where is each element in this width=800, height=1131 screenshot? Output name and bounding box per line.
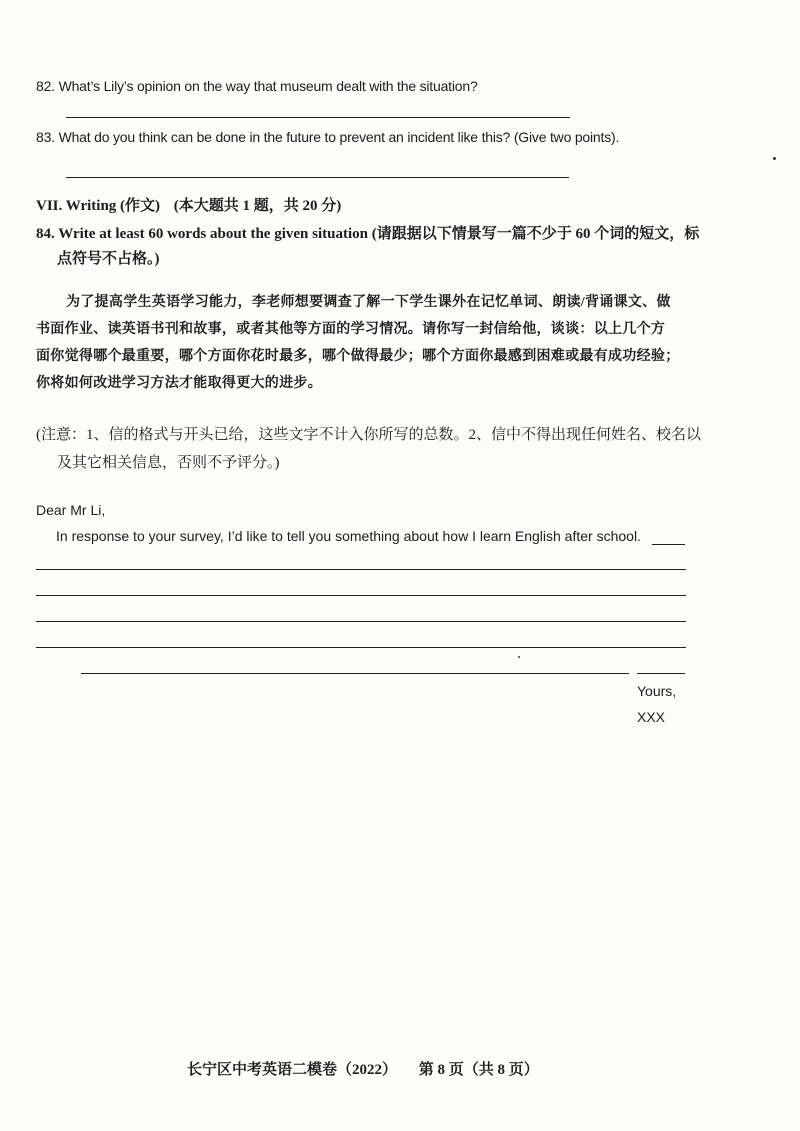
section-heading (36, 194, 341, 215)
task-instruction-cn: (请跟据以下情景写一篇不少于 60 个词的短文，标 (371, 226, 700, 242)
speck (773, 157, 776, 160)
writing-line[interactable] (36, 569, 686, 570)
note-line: (注意：1、信的格式与开头已给，这些文字不计入你所写的总数。2、信中不得出现任何姓名、校名以 (36, 427, 701, 443)
question-82 (36, 78, 478, 94)
writing-line[interactable] (81, 673, 629, 674)
note-paragraph (36, 421, 756, 477)
situation-line: 为了提高学生英语学习能力，李老师想要调查了解一下学生课外在记忆单词、朗读/背诵课文、做 (66, 295, 671, 310)
letter-closing: Yours, (637, 683, 677, 699)
question-number: 83. (36, 129, 55, 145)
question-text: What’s Lily’s opinion on the way that museum dealt with the situation? (58, 78, 478, 94)
task-number: 84. (36, 226, 55, 242)
note-line: 及其它相关信息，否则不予评分。) (57, 455, 280, 471)
letter-opening: In response to your survey, I’d like to tell you something about how I learn English after school. (56, 528, 641, 544)
answer-line-82[interactable] (66, 117, 570, 118)
section-title: VII. Writing (作文) (36, 198, 161, 214)
speck (518, 656, 520, 658)
writing-task (36, 222, 756, 268)
letter-signature: XXX (637, 709, 666, 725)
writing-line[interactable] (637, 673, 685, 674)
situation-line: 面你觉得哪个最重要，哪个方面你花时最多，哪个做得最少；哪个方面你最感到困难或最有成功经验； (36, 349, 680, 364)
situation-paragraph (36, 289, 748, 397)
writing-line[interactable] (36, 647, 686, 648)
section-info: (本大题共 1 题，共 20 分) (173, 198, 342, 214)
situation-line: 书面作业、读英语书刊和故事，或者其他等方面的学习情况。请你写一封信给他，谈谈：以上几个方 (36, 322, 666, 337)
answer-line-83[interactable] (66, 177, 569, 178)
question-text: What do you think can be done in the future to prevent an incident like this? (Give two points). (58, 129, 620, 145)
task-instruction: Write at least 60 words about the given situation (58, 226, 368, 242)
page-footer (187, 1058, 539, 1079)
footer-exam: 长宁区中考英语二模卷（2022） (187, 1062, 398, 1078)
situation-line: 你将如何改进学习方法才能取得更大的进步。 (36, 376, 322, 391)
question-83 (36, 129, 619, 145)
footer-page: 第 8 页（共 8 页） (418, 1062, 539, 1078)
question-number: 82. (36, 78, 55, 94)
writing-line[interactable] (36, 595, 686, 596)
writing-line[interactable] (36, 621, 686, 622)
writing-line[interactable] (652, 544, 685, 545)
letter-greeting: Dear Mr Li, (36, 502, 106, 518)
task-instruction-cn-cont: 点符号不占格。) (57, 251, 160, 267)
